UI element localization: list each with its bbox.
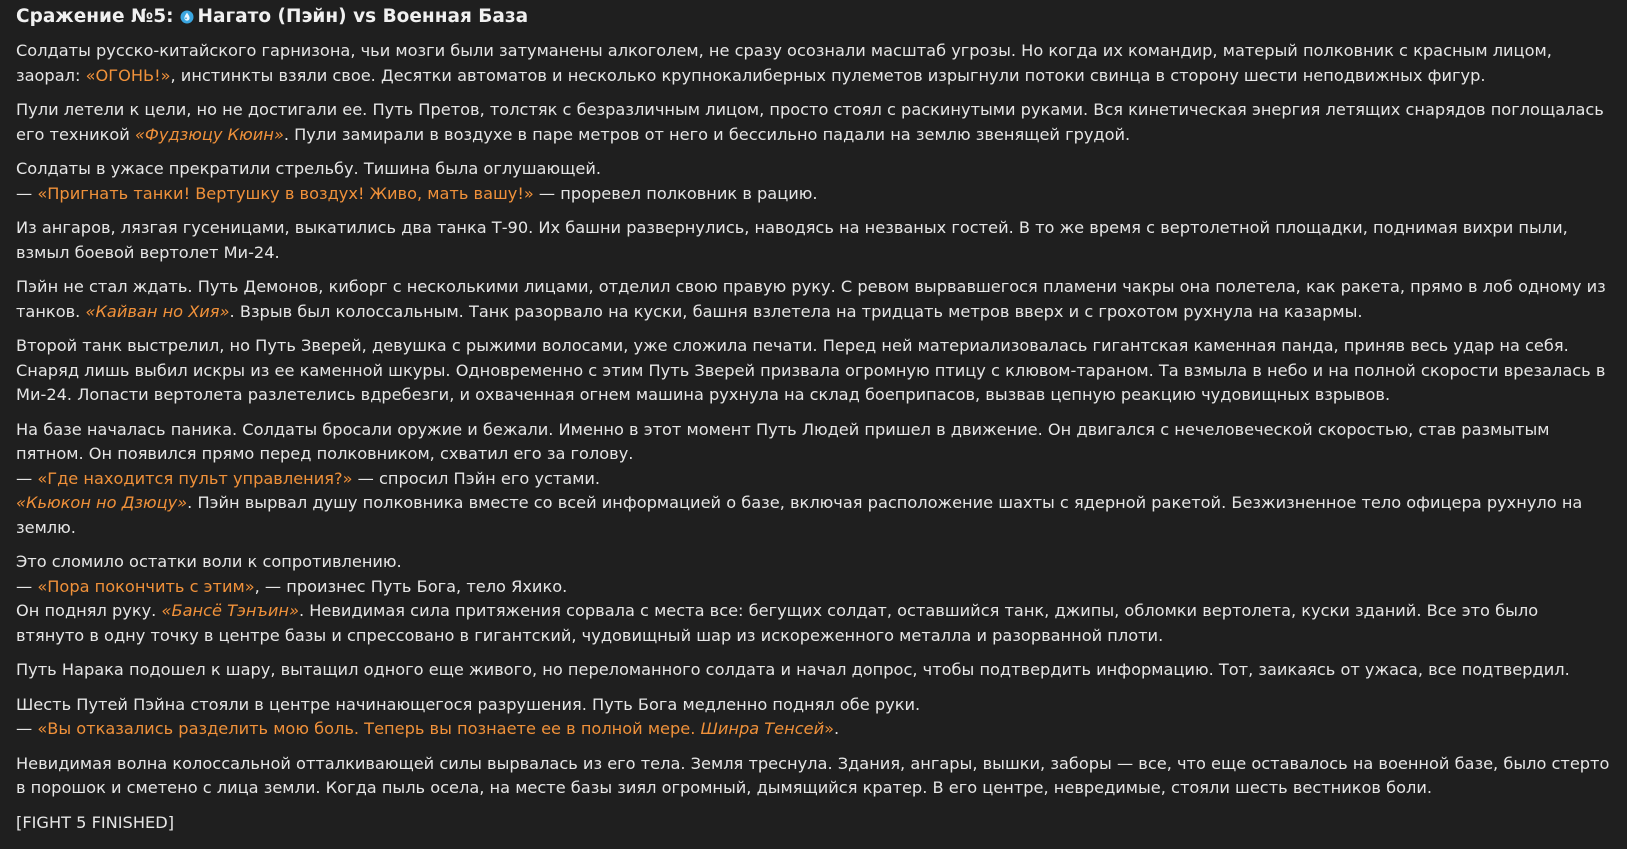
p1-text-a: Солдаты русско-китайского гарнизона, чьи мозги были затуманены алкоголем, не сразу осознали масштаб угрозы. Но когда их командир, матерый полковник с красным лицом, заорал: xyxy=(16,41,1552,85)
p3-dash: — xyxy=(16,183,38,203)
p8-technique: «Бансё Тэнъин» xyxy=(161,601,299,620)
heading-title: Нагато (Пэйн) vs Военная База xyxy=(197,6,529,27)
p1-text-b: , инстинкты взяли свое. Десятки автоматов и несколько крупнокалиберных пулеметов изрыгнули потоки свинца в сторону шести неподвижных фигур. xyxy=(170,65,1486,85)
p2-technique: «Фудзюцу Кюин» xyxy=(134,124,284,144)
water-drop-icon xyxy=(180,10,194,24)
paragraph-8 xyxy=(16,550,1611,648)
p8-text-c: Он поднял руку. xyxy=(16,601,162,620)
p10-quote: «Вы отказались разделить мою боль. Теперь вы познаете ее в полной мере. xyxy=(37,719,701,738)
p8-text-d: . Невидимая сила притяжения сорвала с места все: бегущих солдат, оставшийся танк, джипы, обломки вертолета, куски зданий. Все это было втянуто в одну точку в центре базы и спрессовано в гигантский, чудовищный шар из искореженного металла и разорванной плоти. xyxy=(16,601,1539,645)
p7-line-1: На базе началась паника. Солдаты бросали оружие и бежали. Именно в этот момент Путь Людей пришел в движение. Он двигался с нечеловеческой скоростью, став размытым пятном. Он появился прямо перед полковником, схватил его за голову. xyxy=(16,419,1550,463)
p1-quote: «ОГОНЬ!» xyxy=(85,65,171,85)
paragraph-11: Невидимая волна колоссальной отталкивающей силы вырвалась из его тела. Земля треснула. Здания, ангары, вышки, заборы — все, что еще оставалось на военной базе, было стерто в порошок и сметено с лица земли. Когда пыль осела, на месте базы зиял огромный, дымящийся кратер. В его центре, невредимые, стояли шесть вестников боли. xyxy=(16,753,1610,797)
p8-line-1: Это сломило остатки воли к сопротивлению. xyxy=(16,552,402,571)
p2-text-a: Пули летели к цели, но не достигали ее. Путь Претов, толстяк с безразличным лицом, просто стоял с раскинутыми руками. Вся кинетическая энергия летящих снарядов поглощалась его техникой xyxy=(16,100,1604,144)
paragraph-2 xyxy=(16,98,1611,147)
p3-line-1: Солдаты в ужасе прекратили стрельбу. Тишина была оглушающей. xyxy=(16,159,601,178)
p5-technique: «Кайван но Хия» xyxy=(85,301,230,321)
p8-quote: «Пора покончить с этим» xyxy=(37,576,255,596)
paragraph-7 xyxy=(16,418,1611,541)
p10-line-2 xyxy=(16,717,1611,742)
p8-line-2 xyxy=(16,575,1611,600)
p10-end: . xyxy=(834,719,840,738)
p10-technique: Шинра Тенсей xyxy=(700,719,825,738)
p7-line-2 xyxy=(16,467,1611,492)
p7-text-b: — спросил Пэйн его устами. xyxy=(352,468,601,488)
p8-text-b: , — произнес Путь Бога, тело Яхико. xyxy=(254,576,568,596)
p3-quote: «Пригнать танки! Вертушку в воздух! Живо, мать вашу!» xyxy=(37,183,534,203)
p7-line-3 xyxy=(16,491,1611,540)
p7-quote: «Где находится пульт управления?» xyxy=(37,468,353,488)
paragraph-3 xyxy=(16,157,1611,206)
paragraph-1 xyxy=(16,39,1611,88)
p2-text-b: . Пули замирали в воздухе в паре метров от него и бессильно падали на землю звенящей грудой. xyxy=(283,124,1131,144)
p10-line-1: Шесть Путей Пэйна стояли в центре начинающегося разрушения. Путь Бога медленно поднял обе руки. xyxy=(16,694,921,714)
fight-finished-marker: [FIGHT 5 FINISHED] xyxy=(16,812,175,832)
p8-dash: — xyxy=(16,576,38,596)
p7-text-c: . Пэйн вырвал душу полковника вместе со всей информацией о базе, включая расположение шахты с ядерной ракетой. Безжизненное тело офицера рухнуло на землю. xyxy=(16,493,1583,537)
fight-heading xyxy=(16,4,1611,30)
p10-quote-end: » xyxy=(824,719,835,738)
heading-prefix: Сражение №5: xyxy=(16,6,174,27)
p5-text-a: Пэйн не стал ждать. Путь Демонов, киборг с несколькими лицами, отделил свою правую руку. С ревом вырвавшегося пламени чакры она полетела, как ракета, прямо в лоб одному из танков. xyxy=(16,277,1606,321)
paragraph-5 xyxy=(16,275,1611,324)
p7-technique: «Кьюкон но Дзюцу» xyxy=(16,493,188,512)
p3-line-2 xyxy=(16,182,1611,207)
p7-dash: — xyxy=(16,468,38,488)
paragraph-6: Второй танк выстрелил, но Путь Зверей, девушка с рыжими волосами, уже сложила печати. Перед ней материализовалась гигантская каменная панда, приняв весь удар на себя. Снаряд лишь выбил искры из ее каменной шкуры. Одновременно с этим Путь Зверей призвала огромную птицу с клювом-тараном. Та взмыла в небо и на полной скорости врезалась в Ми-24. Лопасти вертолета разлетелись вдребезги, и охваченная огнем машина рухнула на склад боеприпасов, вызвав цепную реакцию чудовищных взрывов. xyxy=(16,336,1606,404)
paragraph-4: Из ангаров, лязгая гусеницами, выкатились два танка Т-90. Их башни развернулись, наводясь на незваных гостей. В то же время с вертолетной площадки, поднимая вихри пыли, взмыл боевой вертолет Ми-24. xyxy=(16,218,1568,262)
paragraph-10 xyxy=(16,693,1611,742)
p8-line-3 xyxy=(16,599,1611,648)
paragraph-9: Путь Нарака подошел к шару, вытащил одного еще живого, но переломанного солдата и начал допрос, чтобы подтвердить информацию. Тот, заикаясь от ужаса, все подтвердил. xyxy=(16,660,1570,679)
p5-text-b: . Взрыв был колоссальным. Танк разорвало на куски, башня взлетела на тридцать метров вверх и с грохотом рухнула на казармы. xyxy=(229,301,1363,321)
p3-text-b: — проревел полковник в рацию. xyxy=(533,183,818,203)
p10-dash: — xyxy=(16,719,38,738)
